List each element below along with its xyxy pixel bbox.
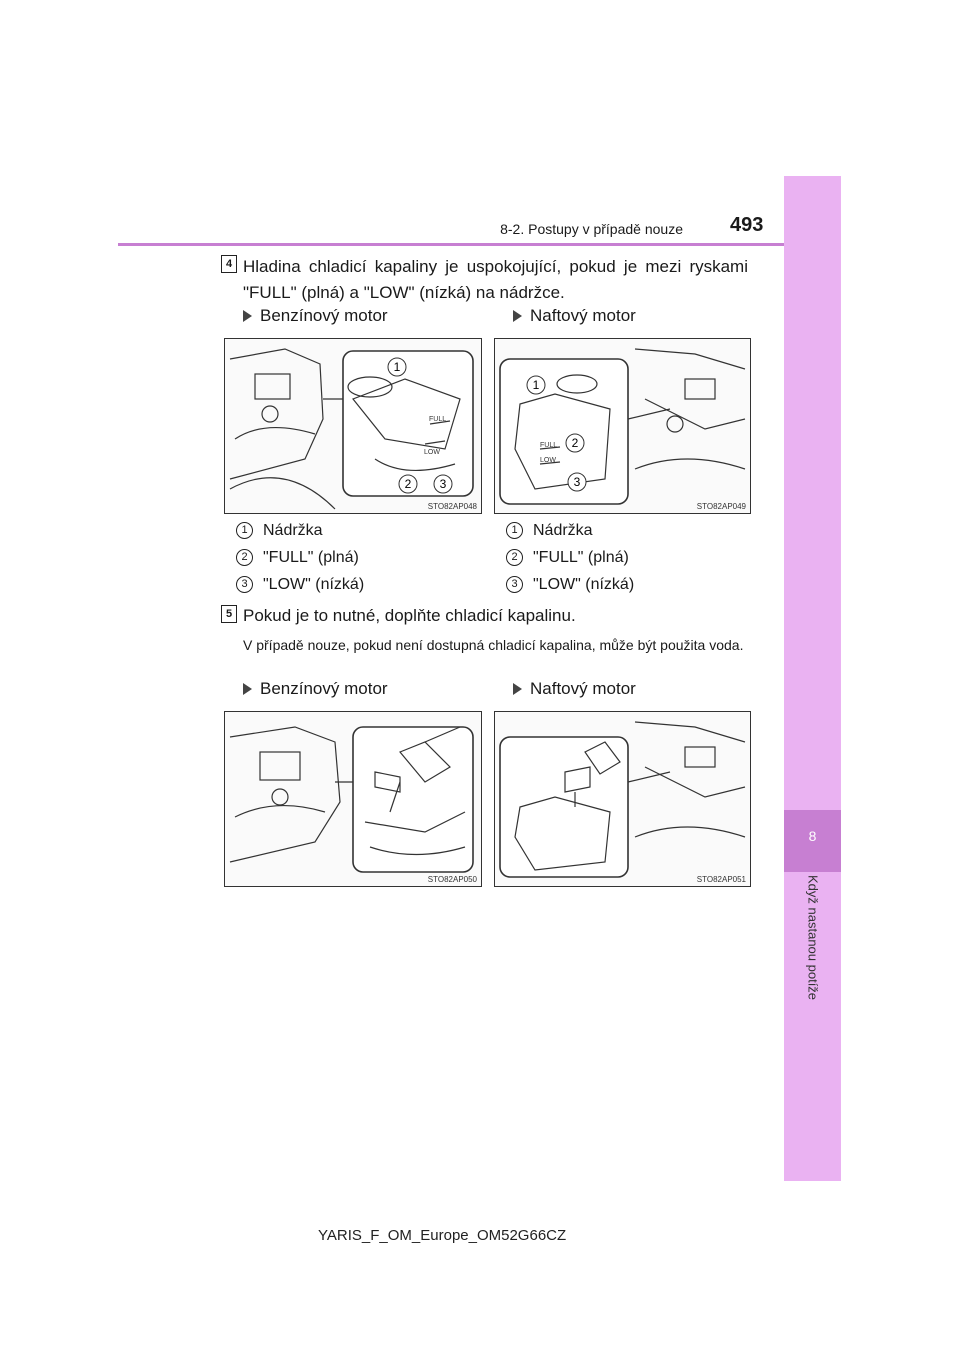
- side-tab: [784, 176, 841, 1181]
- figure-code: STO82AP048: [427, 502, 477, 511]
- step-5-note: V případě nouze, pokud není dostupná chladicí kapalina, může být použita voda.: [243, 637, 744, 653]
- figure-petrol-coolant-level: [224, 338, 482, 514]
- label-diesel-engine: Naftový motor: [513, 306, 636, 326]
- engine-bay-illustration: [495, 339, 750, 513]
- chapter-title: Když nastanou potíže: [805, 875, 820, 1001]
- step-number-5: 5: [221, 605, 237, 623]
- tank-mark-low: LOW: [424, 449, 440, 456]
- engine-bay-illustration: [225, 339, 481, 513]
- callout-2: 2: [571, 436, 579, 450]
- legend-item: 1 Nádržka: [506, 517, 634, 544]
- tank-mark-full: FULL: [540, 442, 558, 449]
- callout-3: 3: [439, 477, 447, 491]
- label-petrol-engine: Benzínový motor: [243, 679, 388, 699]
- figure-diesel-refill: [494, 711, 751, 887]
- chapter-title-wrap: [784, 875, 841, 1025]
- engine-bay-illustration: [495, 712, 750, 886]
- legend-item: 2 "FULL" (plná): [236, 544, 364, 571]
- document-code: YARIS_F_OM_Europe_OM52G66CZ: [318, 1227, 567, 1244]
- figure-petrol-refill: [224, 711, 482, 887]
- tank-mark-low: LOW: [540, 457, 556, 464]
- triangle-bullet-icon: [243, 310, 252, 322]
- legend-item: 1 Nádržka: [236, 517, 364, 544]
- legend-item: 3 "LOW" (nízká): [506, 571, 634, 598]
- legend-item: 3 "LOW" (nízká): [236, 571, 364, 598]
- callout-1: 1: [393, 360, 401, 374]
- triangle-bullet-icon: [513, 683, 522, 695]
- label-petrol-engine: Benzínový motor: [243, 306, 388, 326]
- triangle-bullet-icon: [243, 683, 252, 695]
- label-diesel-engine: Naftový motor: [513, 679, 636, 699]
- page-number: 493: [730, 214, 764, 236]
- header-rule: [118, 243, 841, 246]
- chapter-number: 8: [808, 828, 817, 844]
- step-5-text: Pokud je to nutné, doplňte chladicí kapalinu.: [243, 606, 576, 625]
- figure-code: STO82AP051: [696, 875, 746, 884]
- legend-item: 2 "FULL" (plná): [506, 544, 634, 571]
- section-title: 8-2. Postupy v případě nouze: [500, 221, 683, 237]
- triangle-bullet-icon: [513, 310, 522, 322]
- figure-code: STO82AP050: [427, 875, 477, 884]
- callout-2: 2: [404, 477, 412, 491]
- figure-code: STO82AP049: [696, 502, 746, 511]
- legend-diesel: [506, 517, 634, 598]
- callout-1: 1: [532, 378, 540, 392]
- legend-petrol: [236, 517, 364, 598]
- engine-bay-illustration: [225, 712, 481, 886]
- step-4-text: Hladina chladicí kapaliny je uspokojující, pokud je mezi ryskami "FULL" (plná) a "LOW" (nízká) na nádržce.: [243, 257, 748, 302]
- step-number-4: 4: [221, 255, 237, 273]
- tank-mark-full: FULL: [429, 416, 447, 423]
- figure-diesel-coolant-level: [494, 338, 751, 514]
- callout-3: 3: [573, 475, 581, 489]
